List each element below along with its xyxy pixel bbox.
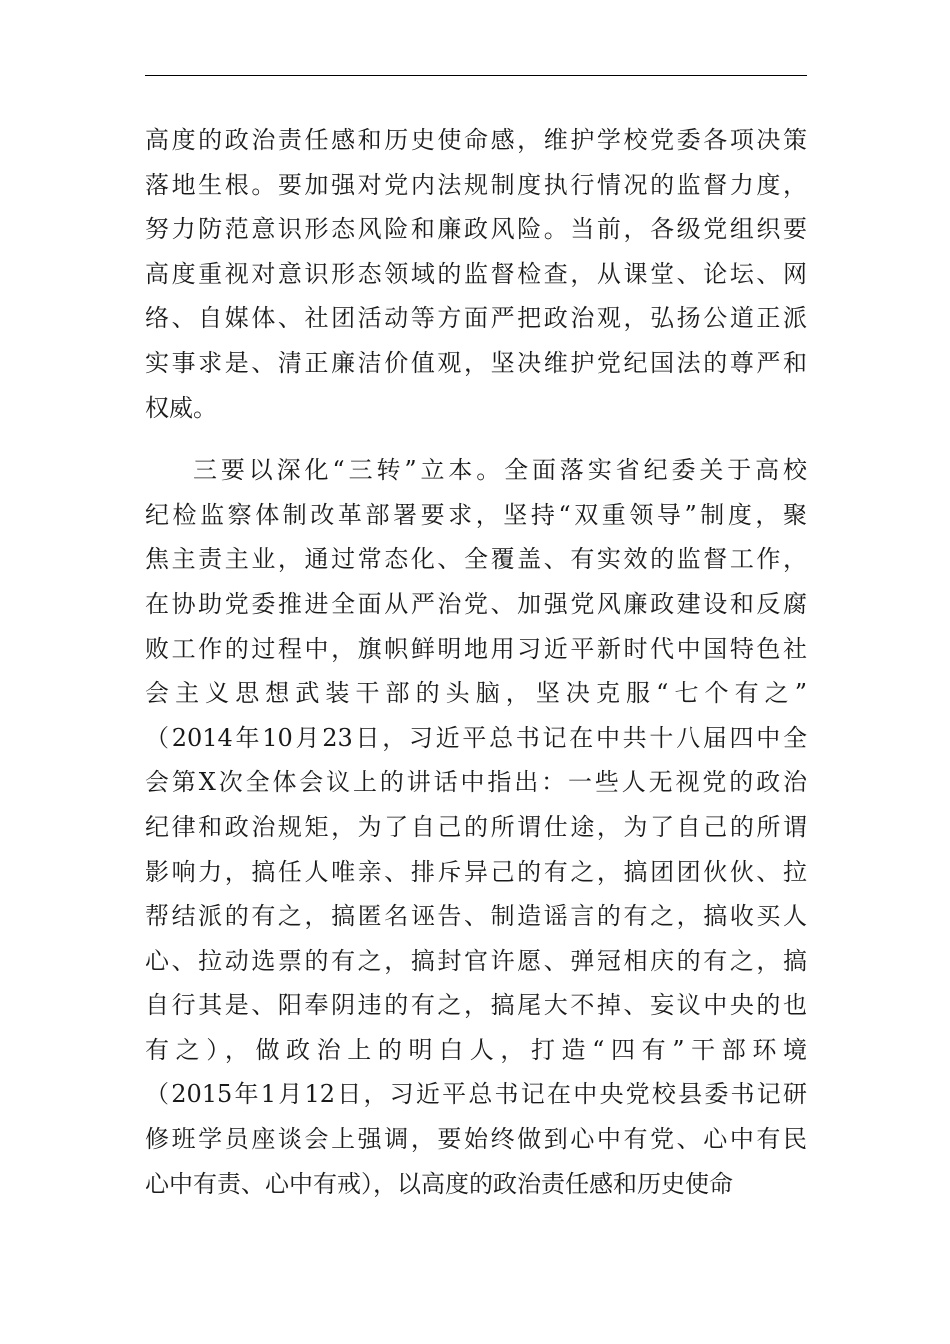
text-line: 高度重视对意识形态领域的监督检查，从课堂、论坛、网 bbox=[145, 259, 807, 288]
header-rule bbox=[145, 75, 807, 76]
paragraph bbox=[145, 118, 807, 430]
text-line: 会第X次全体会议上的讲话中指出：一些人无视党的政治 bbox=[145, 768, 807, 797]
text-line: 高度的政治责任感和历史使命感，维护学校党委各项决策 bbox=[145, 126, 807, 154]
text-line: 努力防范意识形态风险和廉政风险。当前，各级党组织要 bbox=[145, 215, 807, 244]
text-line: 权威。 bbox=[145, 393, 217, 422]
text-line: 实事求是、清正廉洁价值观，坚决维护党纪国法的尊严和 bbox=[145, 348, 807, 377]
text-line: 在协助党委推进全面从严治党、加强党风廉政建设和反腐 bbox=[145, 589, 807, 618]
text-line: （2015年1月12日，习近平总书记在中央党校县委书记研 bbox=[145, 1080, 807, 1109]
paragraph-gap bbox=[145, 430, 807, 448]
text-line: 修班学员座谈会上强调，要始终做到心中有党、心中有民 bbox=[145, 1125, 807, 1154]
text-line: 心中有责、心中有戒），以高度的政治责任感和历史使命 bbox=[145, 1169, 733, 1198]
text-line: 心、拉动选票的有之，搞封官许愿、弹冠相庆的有之，搞 bbox=[145, 946, 807, 975]
text-line: 自行其是、阳奉阴违的有之，搞尾大不掉、妄议中央的也 bbox=[145, 991, 807, 1020]
text-line: 帮结派的有之，搞匿名诬告、制造谣言的有之，搞收买人 bbox=[145, 902, 807, 931]
text-line: 络、自媒体、社团活动等方面严把政治观，弘扬公道正派 bbox=[145, 304, 807, 333]
text-line: 影响力，搞任人唯亲、排斥异己的有之，搞团团伙伙、拉 bbox=[145, 857, 807, 886]
text-line: 焦主责主业，通过常态化、全覆盖、有实效的监督工作， bbox=[145, 545, 807, 574]
text-line: （2014年10月23日，习近平总书记在中共十八届四中全 bbox=[145, 723, 807, 752]
text-line: 纪检监察体制改革部署要求，坚持“双重领导”制度，聚 bbox=[145, 500, 807, 529]
text-line: 落地生根。要加强对党内法规制度执行情况的监督力度， bbox=[145, 170, 807, 199]
text-line: 纪律和政治规矩，为了自己的所谓仕途，为了自己的所谓 bbox=[145, 812, 807, 841]
document-body bbox=[145, 118, 807, 1206]
paragraph bbox=[145, 448, 807, 1206]
text-line: 有之），做政治上的明白人，打造“四有”干部环境 bbox=[145, 1035, 807, 1064]
text-line: 三要以深化“三转”立本。全面落实省纪委关于高校 bbox=[193, 456, 807, 485]
text-line: 会主义思想武装干部的头脑，坚决克服“七个有之” bbox=[145, 679, 807, 708]
text-line: 败工作的过程中，旗帜鲜明地用习近平新时代中国特色社 bbox=[145, 634, 807, 663]
